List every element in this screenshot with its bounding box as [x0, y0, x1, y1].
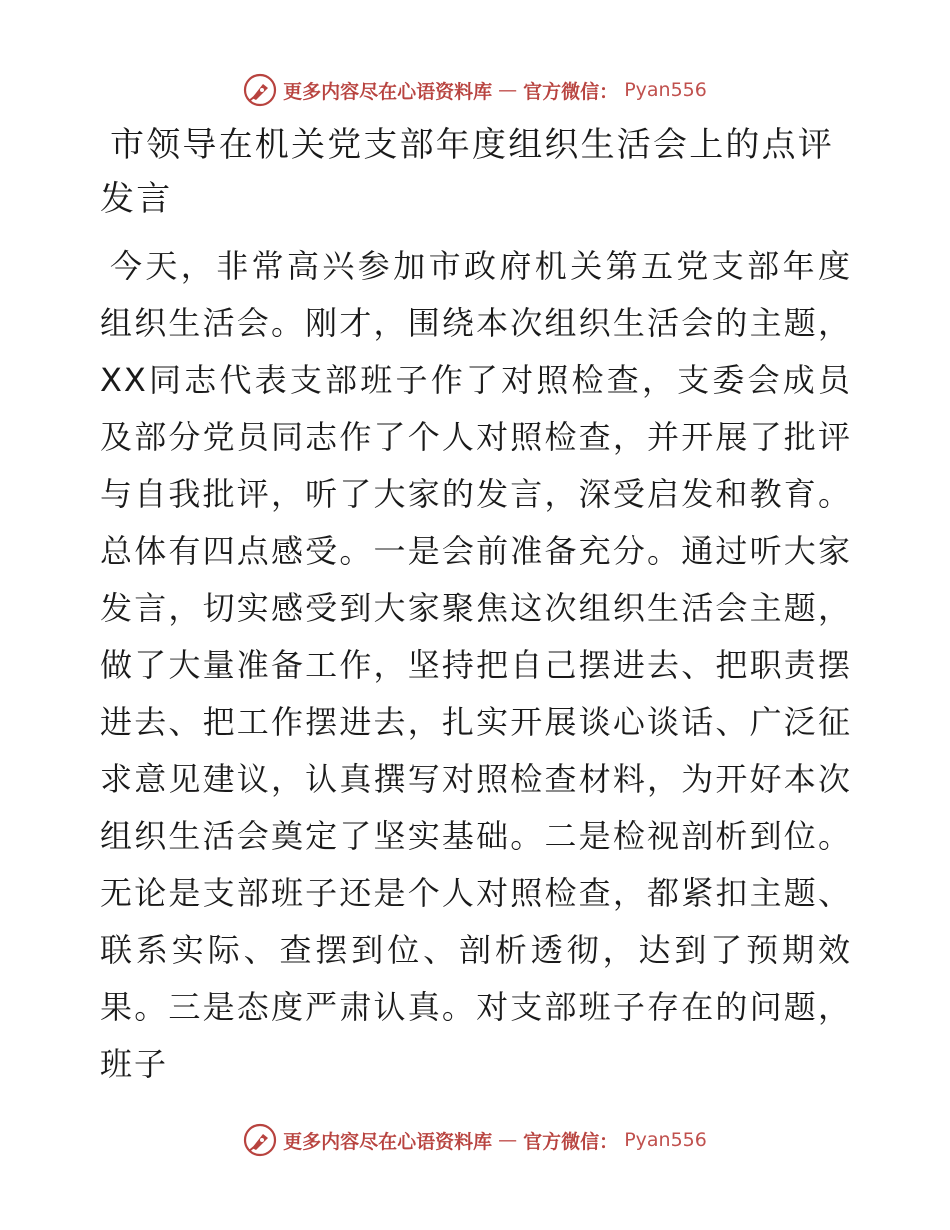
pen-nib-logo-icon	[243, 73, 277, 107]
document-body: 今天，非常高兴参加市政府机关第五党支部年度组织生活会。刚才，围绕本次组织生活会的主题，XX同志代表支部班子作了对照检查，支委会成员及部分党员同志作了个人对照检查，并开展了批评与自我批评，听了大家的发言，深受启发和教育。总体有四点感受。一是会前准备充分。通过听大家发言，切实感受到大家聚焦这次组织生活会主题，做了大量准备工作，坚持把自己摆进去、把职责摆进去、把工作摆进去，扎实开展谈心谈话、广泛征求意见建议，认真撰写对照检查材料，为开好本次组织生活会奠定了坚实基础。二是检视剖析到位。无论是支部班子还是个人对照检查，都紧扣主题、联系实际、查摆到位、剖析透彻，达到了预期效果。三是态度严肃认真。对支部班子存在的问题，班子	[100, 247, 852, 1083]
watermark-contact-label: 官方微信：	[523, 80, 619, 103]
pen-nib-logo-icon	[243, 1123, 277, 1157]
document-title: 市领导在机关党支部年度组织生活会上的点评发言	[100, 125, 834, 219]
watermark-contact-id: Pyan556	[624, 1129, 707, 1151]
watermark-brand: 更多内容尽在心语资料库	[283, 1130, 493, 1153]
watermark-contact-label: 官方微信：	[523, 1130, 619, 1153]
footer-watermark	[0, 1120, 950, 1160]
watermark-contact-id: Pyan556	[624, 79, 707, 101]
watermark-brand: 更多内容尽在心语资料库	[283, 80, 493, 103]
watermark-separator: —	[498, 79, 518, 101]
header-watermark	[0, 70, 950, 110]
watermark-separator: —	[498, 1129, 518, 1151]
